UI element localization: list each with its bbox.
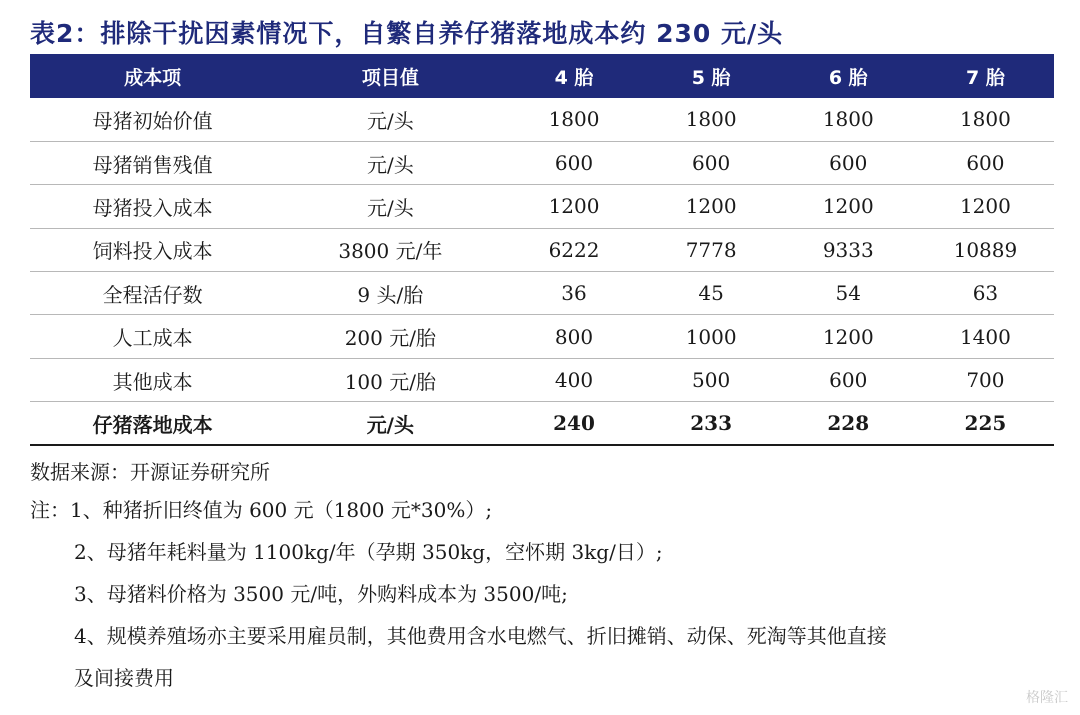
table-cell: 45 [643, 272, 780, 315]
header-item-value: 项目值 [361, 66, 419, 89]
table-cell: 500 [643, 358, 780, 401]
table-cell: 600 [505, 141, 642, 184]
data-source: 数据来源：开源证券研究所 [30, 460, 270, 484]
table-cell: 600 [643, 141, 780, 184]
total-cell: 233 [643, 402, 780, 445]
table-cell: 9 头/胎 [275, 272, 505, 315]
table-cell: 元/头 [275, 185, 505, 228]
table-cell: 600 [917, 141, 1054, 184]
table-cell: 1400 [917, 315, 1054, 358]
table-row [30, 315, 1054, 358]
table-cell: 其他成本 [30, 358, 275, 401]
header-5-parity: 5 胎 [691, 66, 731, 89]
total-cell: 228 [780, 402, 917, 445]
total-cell: 仔猪落地成本 [30, 402, 275, 445]
table-row [30, 185, 1054, 228]
table-row [30, 228, 1054, 271]
table-cell: 600 [780, 358, 917, 401]
header-cost-item: 成本项 [124, 66, 182, 89]
table-cell: 1800 [505, 98, 642, 141]
table-cell: 1200 [780, 185, 917, 228]
table-cell: 饲料投入成本 [30, 228, 275, 271]
notes [30, 493, 1060, 703]
table-cell: 3800 元/年 [275, 228, 505, 271]
table-cell: 1200 [917, 185, 1054, 228]
total-cell: 元/头 [275, 402, 505, 445]
table-cell: 1200 [780, 315, 917, 358]
note-line: 3、母猪料价格为 3500 元/吨，外购料成本为 3500/吨; [74, 582, 568, 606]
table-cell: 7778 [643, 228, 780, 271]
table-cell: 100 元/胎 [275, 358, 505, 401]
table-cell: 母猪初始价值 [30, 98, 275, 141]
table-cell: 6222 [505, 228, 642, 271]
header-4-parity: 4 胎 [554, 66, 594, 89]
total-cell: 240 [505, 402, 642, 445]
table-cell: 1800 [780, 98, 917, 141]
table-cell: 全程活仔数 [30, 272, 275, 315]
table-row [30, 141, 1054, 184]
header-7-parity: 7 胎 [965, 66, 1005, 89]
table-cell: 9333 [780, 228, 917, 271]
table-cell: 母猪投入成本 [30, 185, 275, 228]
table-cell: 600 [780, 141, 917, 184]
table-cell: 54 [780, 272, 917, 315]
table-cell: 700 [917, 358, 1054, 401]
table-cell: 10889 [917, 228, 1054, 271]
note-line: 4、规模养殖场亦主要采用雇员制，其他费用含水电燃气、折旧摊销、动保、死淘等其他直接 [74, 624, 887, 648]
watermark-logo: 格隆汇 [1026, 690, 1068, 706]
cost-table [30, 54, 1054, 446]
total-cell: 225 [917, 402, 1054, 445]
table-cell: 36 [505, 272, 642, 315]
page-title: 表2：排除干扰因素情况下，自繁自养仔猪落地成本约 230 元/头 [30, 19, 784, 48]
table-cell: 元/头 [275, 98, 505, 141]
note-line: 及间接费用 [74, 666, 174, 690]
table-cell: 800 [505, 315, 642, 358]
note-line: 2、母猪年耗料量为 1100kg/年（孕期 350kg，空怀期 3kg/日）; [74, 540, 663, 564]
table-cell: 母猪销售残值 [30, 141, 275, 184]
table-cell: 63 [917, 272, 1054, 315]
table-row [30, 98, 1054, 141]
table-cell: 400 [505, 358, 642, 401]
table-cell: 1800 [917, 98, 1054, 141]
note-line: 注：1、种猪折旧终值为 600 元（1800 元*30%）; [30, 498, 493, 522]
table-row [30, 272, 1054, 315]
table-cell: 1000 [643, 315, 780, 358]
table-row [30, 358, 1054, 401]
table-cell: 1800 [643, 98, 780, 141]
table-total-row [30, 402, 1054, 445]
table-cell: 人工成本 [30, 315, 275, 358]
table-cell: 1200 [643, 185, 780, 228]
header-6-parity: 6 胎 [828, 66, 868, 89]
table-cell: 1200 [505, 185, 642, 228]
table-header-row [30, 54, 1054, 98]
table-cell: 200 元/胎 [275, 315, 505, 358]
table-cell: 元/头 [275, 141, 505, 184]
